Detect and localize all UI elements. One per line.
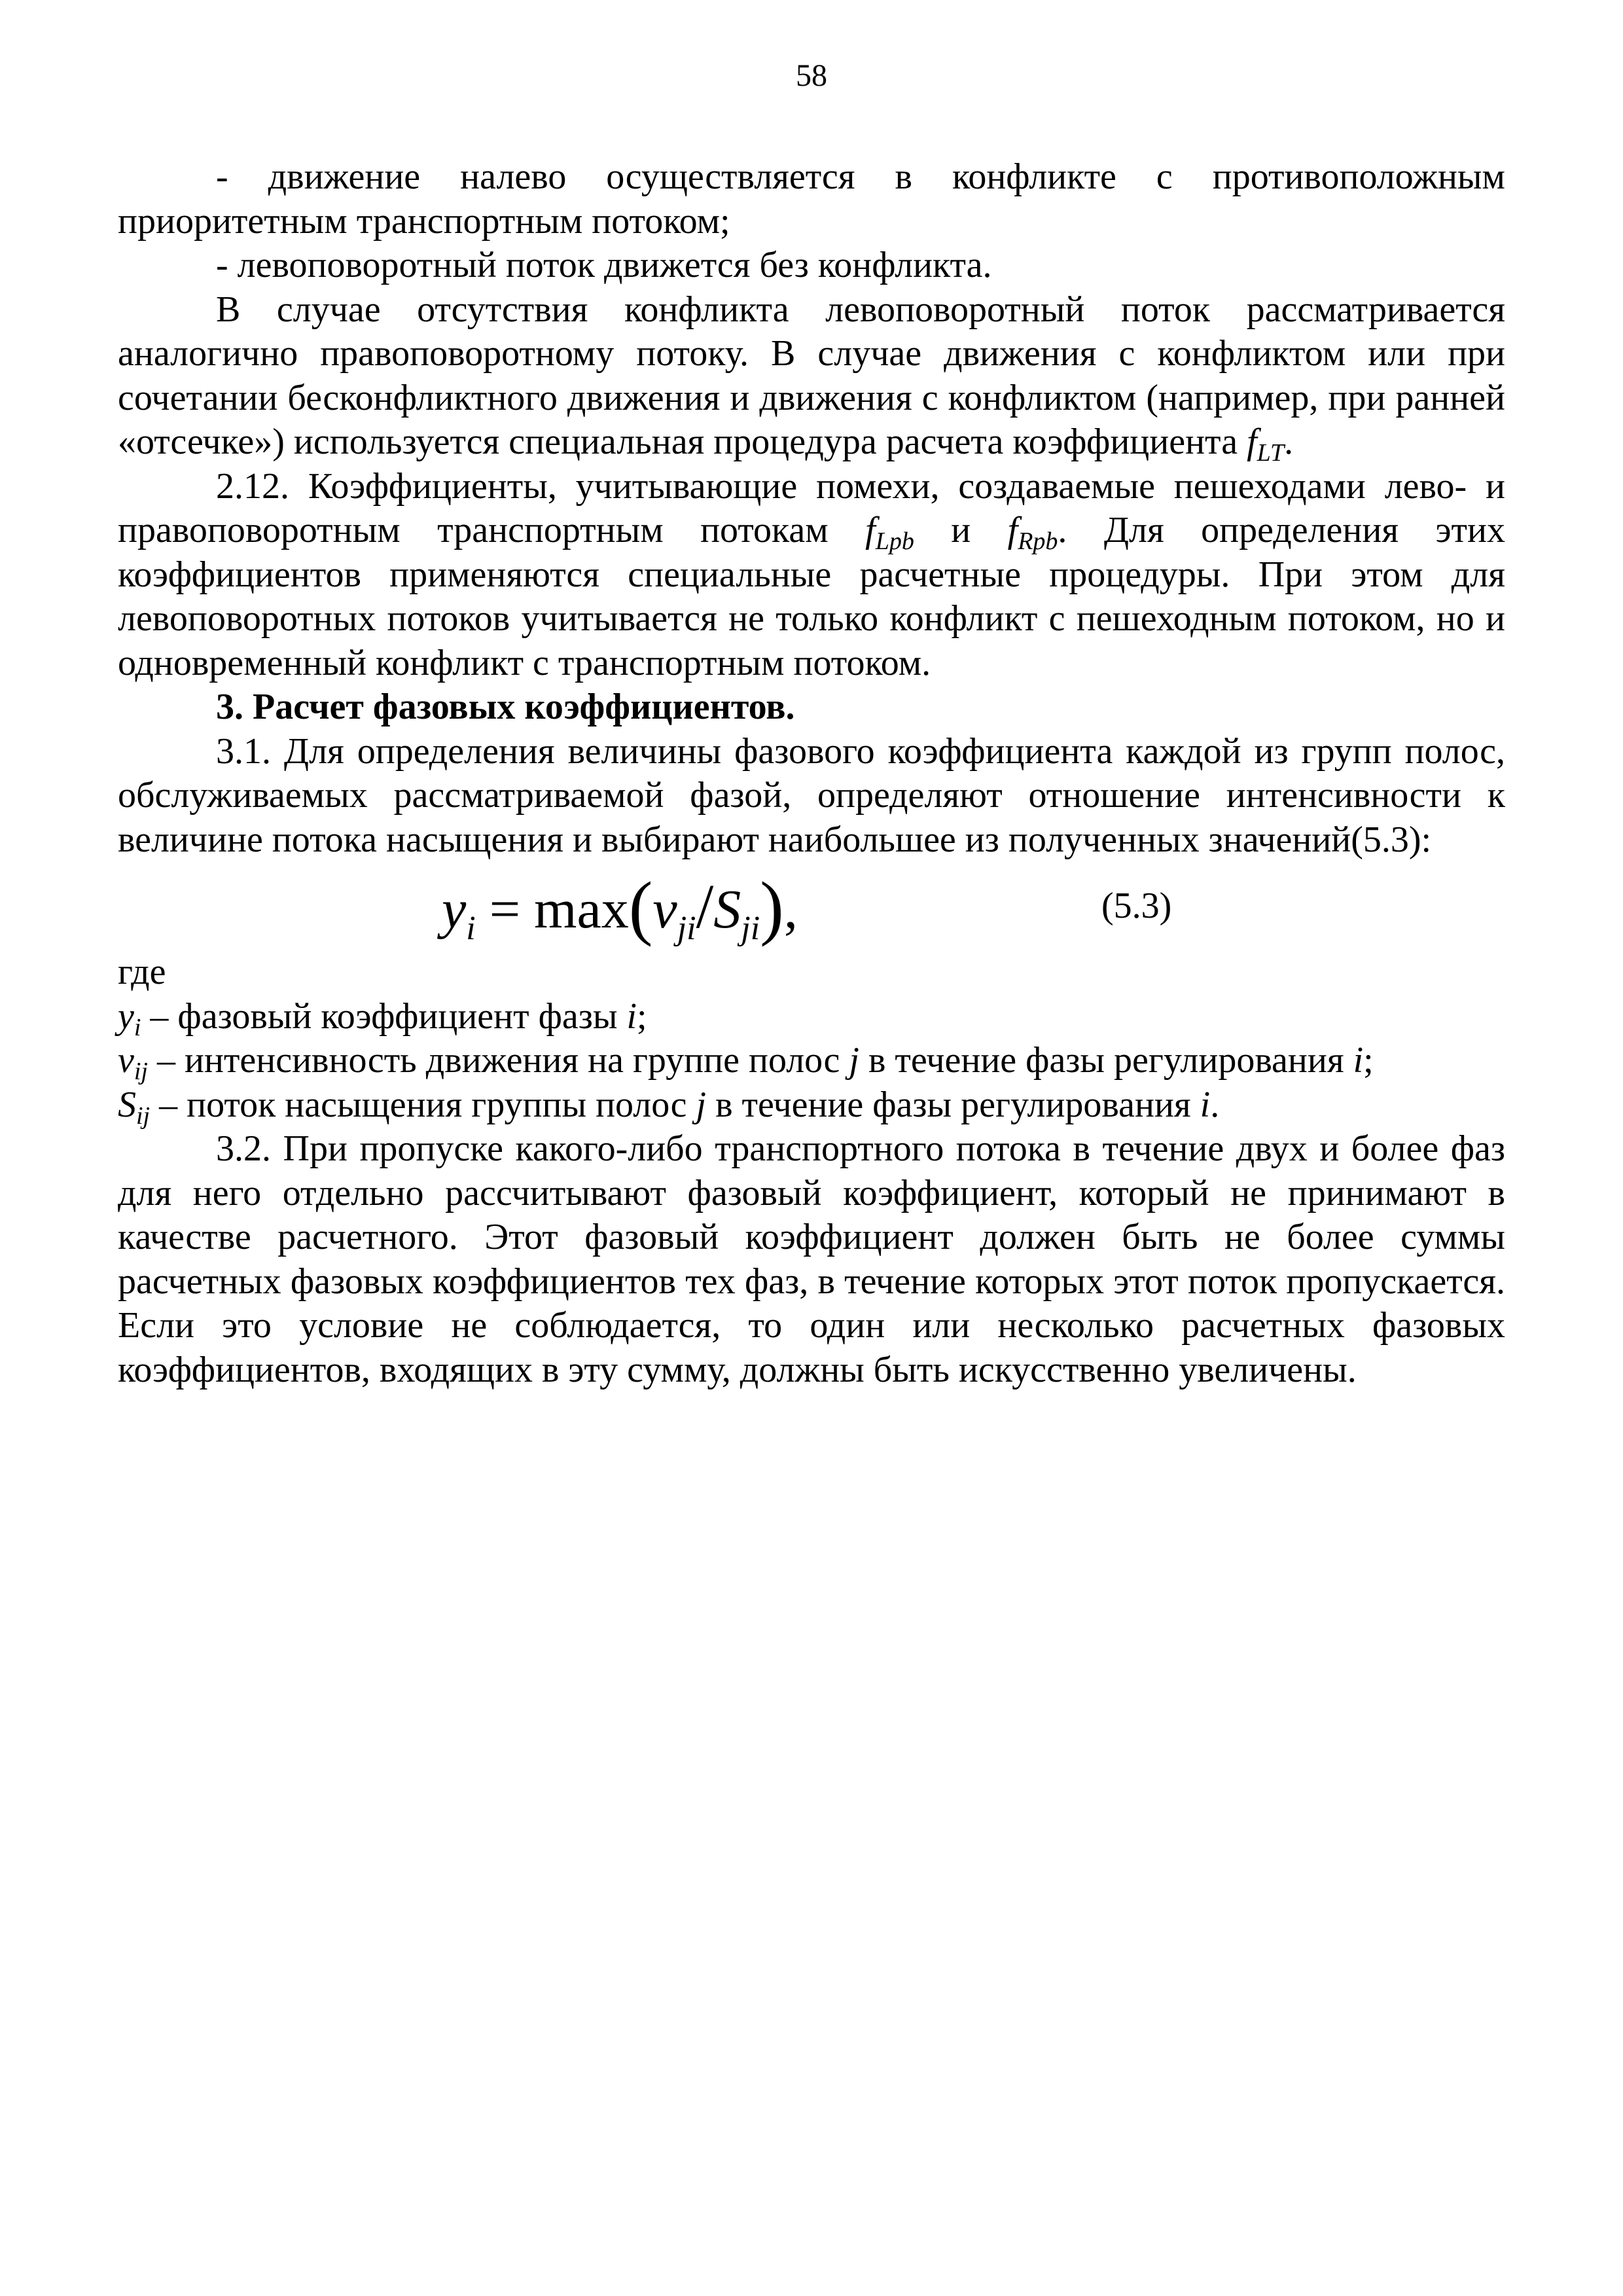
definition-index: i: [626, 996, 637, 1037]
definition-index: j: [849, 1040, 859, 1081]
definition-y: [118, 995, 1505, 1039]
paragraph-left-turn-procedure: [118, 288, 1505, 465]
formula: [442, 862, 798, 954]
formula-slash: /: [696, 871, 714, 941]
variable-f: f: [865, 510, 876, 550]
definition-text: – фазовый коэффициент фазы: [141, 996, 627, 1037]
paragraph-text: В случае отсутствия конфликта левоповоротный поток рассматривается аналогично правоповоротному потоку. В случае движения с конфликтом или при сочетании бесконфликтного движения и движения с конфликтом (например, при ранней «отсечке») используется специальная процедура расчета коэффициента: [118, 289, 1505, 462]
definition-index: i: [1200, 1084, 1211, 1125]
formula-y-subscript: i: [466, 910, 476, 947]
definition-text: в течение фазы регулирования: [859, 1040, 1353, 1081]
page-number: 58: [796, 58, 827, 93]
definition-var-subscript: i: [134, 1013, 141, 1041]
where-label: где: [118, 952, 166, 992]
punctuation: ;: [637, 996, 647, 1037]
paragraph-text: и: [914, 510, 1008, 550]
definition-text: – поток насыщения группы полос: [150, 1084, 696, 1125]
definition-text: в течение фазы регулирования: [706, 1084, 1200, 1125]
punctuation: .: [1284, 422, 1294, 462]
definition-var: y: [118, 996, 134, 1037]
punctuation: .: [1210, 1084, 1220, 1125]
variable-subscript: LT: [1257, 439, 1285, 467]
formula-s: S: [713, 879, 741, 940]
paragraph-text: . Для определения этих коэффициентов применяются специальные расчетные процедуры. При этом для левоповоротных потоков учитывается не только конфликт с пешеходным потоком, но и одновременный конфликт с транспортным потоком.: [118, 510, 1505, 683]
bullet-left-turn-conflict: - движение налево осуществляется в конфликте с противоположным приоритетным транспортным потоком;: [118, 156, 1505, 242]
definition-var-subscript: ij: [136, 1102, 151, 1130]
definition-v: [118, 1039, 1505, 1083]
formula-max: max: [534, 879, 629, 940]
formula-equals: =: [489, 879, 521, 940]
definition-s: [118, 1083, 1505, 1128]
formula-row: [118, 862, 1505, 950]
punctuation: ;: [1363, 1040, 1374, 1081]
page-content: [118, 155, 1505, 1392]
formula-v: v: [652, 879, 677, 940]
variable-subscript: Lpb: [875, 528, 914, 555]
definition-text: – интенсивность движения на группе полос: [147, 1040, 849, 1081]
formula-v-subscript: ji: [677, 910, 696, 947]
variable-f: f: [1007, 510, 1018, 550]
definition-index: j: [696, 1084, 707, 1125]
paragraph-3-1: 3.1. Для определения величины фазового коэффициента каждой из групп полос, обслуживаемых рассматриваемой фазой, определяют отношение интенсивности к величине потока насыщения и выбирают наибольшее из полученных значений(5.3):: [118, 730, 1505, 860]
formula-comma: ,: [783, 879, 798, 940]
definition-index: i: [1353, 1040, 1364, 1081]
formula-y: y: [442, 879, 467, 940]
variable-f: f: [1247, 422, 1257, 462]
formula-close-paren: ): [760, 867, 784, 947]
variable-subscript: Rpb: [1018, 528, 1058, 555]
section-heading: 3. Расчет фазовых коэффициентов.: [216, 687, 795, 727]
bullet-left-turn-no-conflict: - левоповоротный поток движется без конфликта.: [216, 245, 992, 285]
paragraph-2-12: [118, 465, 1505, 686]
paragraph-3-2: 3.2. При пропуске какого-либо транспортного потока в течение двух и более фаз для него отдельно рассчитывают фазовый коэффициент, который не принимают в качестве расчетного. Этот фазовый коэффициент должен быть не более суммы расчетных фазовых коэффициентов тех фаз, в течение которых этот поток пропускается. Если это условие не соблюдается, то один или несколько расчетных фазовых коэффициентов, входящих в эту сумму, должны быть искусственно увеличены.: [118, 1128, 1505, 1390]
definition-var: S: [118, 1084, 136, 1125]
definition-var-subscript: ij: [134, 1058, 148, 1085]
definition-var: v: [118, 1040, 134, 1081]
formula-number: (5.3): [1101, 886, 1172, 926]
formula-s-subscript: ji: [741, 910, 760, 947]
formula-open-paren: (: [628, 867, 653, 947]
paragraph-text: 2.12. Коэффициенты, учитывающие помехи, создаваемые пешеходами лево- и правоповоротным транспортным потокам: [118, 465, 1505, 550]
